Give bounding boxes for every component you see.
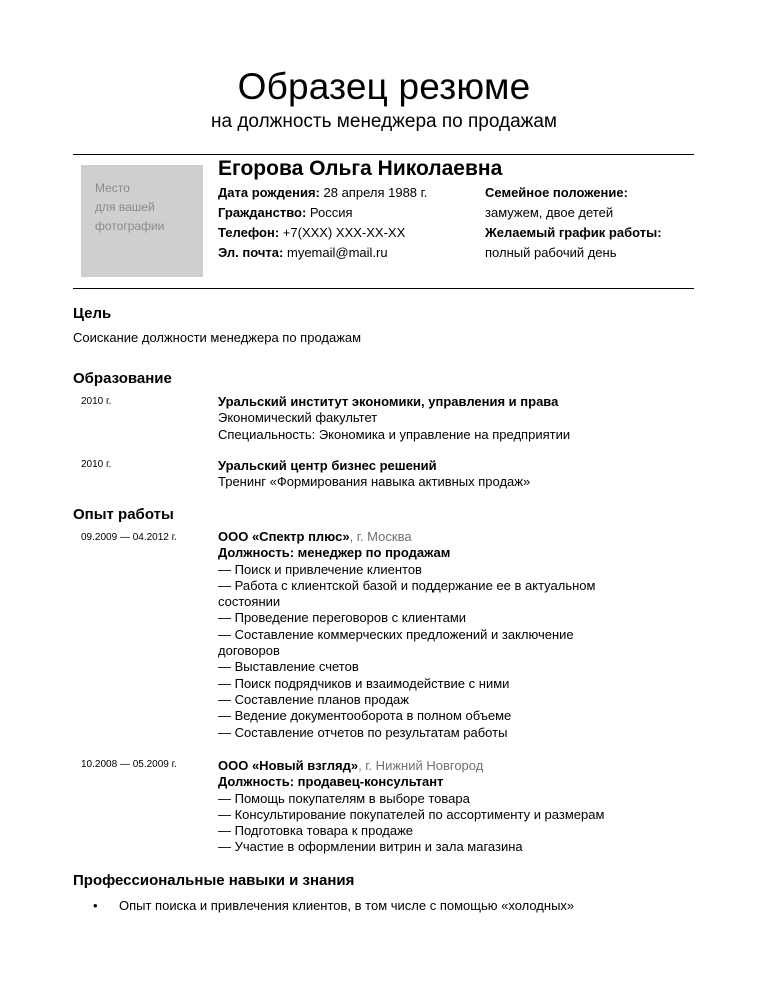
education-entry-2 [218, 458, 698, 491]
document-title: Образец резюме [237, 66, 531, 107]
duty-line: — Ведение документооборота в полном объеме [218, 708, 512, 724]
objective-text: Соискание должности менеджера по продажам [73, 330, 362, 345]
duty-line: — Выставление счетов [218, 659, 359, 675]
birth-date-label: Дата рождения: [218, 185, 320, 200]
email-label: Эл. почта: [218, 245, 284, 260]
personal-info-right [485, 183, 662, 263]
experience-heading: Опыт работы [73, 506, 174, 523]
personal-info-left [218, 183, 427, 263]
photo-placeholder-line-2: для вашей [95, 200, 155, 214]
document-subtitle: на должность менеджера по продажам [211, 111, 557, 132]
education-line: Специальность: Экономика и управление на предприятии [218, 426, 571, 442]
experience-city-2: , г. Нижний Новгород [358, 758, 484, 773]
email-row [218, 243, 427, 263]
birth-date-row [218, 183, 427, 203]
education-date-2: 2010 г. [81, 459, 112, 470]
bottom-divider [73, 288, 694, 289]
schedule-value: полный рабочий день [485, 245, 617, 260]
duty-line: — Подготовка товара к продаже [218, 823, 413, 839]
schedule-label-text: Желаемый график работы: [485, 225, 662, 240]
experience-date-1: 09.2009 — 04.2012 г. [81, 532, 177, 543]
experience-org-1: ООО «Спектр плюс» [218, 529, 350, 544]
experience-position-2: Должность: продавец-консультант [218, 774, 444, 790]
duty-line: — Участие в оформлении витрин и зала магазина [218, 839, 523, 855]
experience-company-row [218, 529, 698, 545]
citizenship-label: Гражданство: [218, 205, 307, 220]
photo-placeholder-line-1: Место [95, 181, 130, 195]
email-value: myemail@mail.ru [286, 245, 388, 260]
duty-line: — Работа с клиентской базой и поддержание ее в актуальном [218, 577, 596, 593]
birth-date-value: 28 апреля 1988 г. [323, 185, 428, 200]
photo-placeholder [81, 165, 203, 277]
schedule-label [485, 223, 662, 243]
phone-label: Телефон: [218, 225, 280, 240]
education-entry-1 [218, 394, 698, 443]
duty-line: договоров [218, 643, 280, 659]
duty-line: — Поиск и привлечение клиентов [218, 561, 422, 577]
duty-line: — Консультирование покупателей по ассортименту и размерам [218, 806, 605, 822]
duty-line: состоянии [218, 594, 281, 610]
person-name: Егорова Ольга Николаевна [218, 157, 503, 180]
duty-line: — Составление коммерческих предложений и заключение [218, 626, 574, 642]
photo-placeholder-line-3: фотографии [95, 219, 165, 233]
experience-city-1: , г. Москва [349, 529, 412, 544]
phone-value: +7(XXX) XXX-XX-XX [282, 225, 406, 240]
education-line: Экономический факультет [218, 410, 378, 426]
duty-line: — Помощь покупателям в выборе товара [218, 790, 470, 806]
marital-value: замужем, двое детей [485, 205, 614, 220]
list-item [93, 898, 574, 913]
education-org-1: Уральский институт экономики, управления и права [218, 394, 559, 409]
duty-line: — Проведение переговоров с клиентами [218, 610, 467, 626]
citizenship-value: Россия [309, 205, 353, 220]
skills-list [93, 898, 574, 913]
experience-position-1: Должность: менеджер по продажам [218, 545, 451, 561]
bullet-icon: • [93, 898, 98, 913]
experience-org-2: ООО «Новый взгляд» [218, 758, 359, 773]
top-divider [73, 154, 694, 155]
objective-heading: Цель [73, 305, 112, 322]
education-line: Тренинг «Формирования навыка активных продаж» [218, 474, 531, 490]
education-org-2: Уральский центр бизнес решений [218, 458, 437, 473]
education-heading: Образование [73, 370, 172, 387]
experience-company-row [218, 758, 698, 774]
experience-date-2: 10.2008 — 05.2009 г. [81, 759, 177, 770]
duty-line: — Составление планов продаж [218, 691, 409, 707]
experience-entry-1 [218, 529, 698, 741]
marital-label-text: Семейное положение: [485, 185, 628, 200]
duty-line: — Поиск подрядчиков и взаимодействие с ними [218, 675, 510, 691]
citizenship-row [218, 203, 427, 223]
skills-heading: Профессиональные навыки и знания [73, 872, 355, 889]
duty-line: — Составление отчетов по результатам работы [218, 724, 508, 740]
marital-label [485, 183, 662, 203]
experience-entry-2 [218, 758, 698, 856]
phone-row [218, 223, 427, 243]
education-date-1: 2010 г. [81, 396, 112, 407]
skill-text: Опыт поиска и привлечения клиентов, в том числе с помощью «холодных» [119, 898, 575, 913]
